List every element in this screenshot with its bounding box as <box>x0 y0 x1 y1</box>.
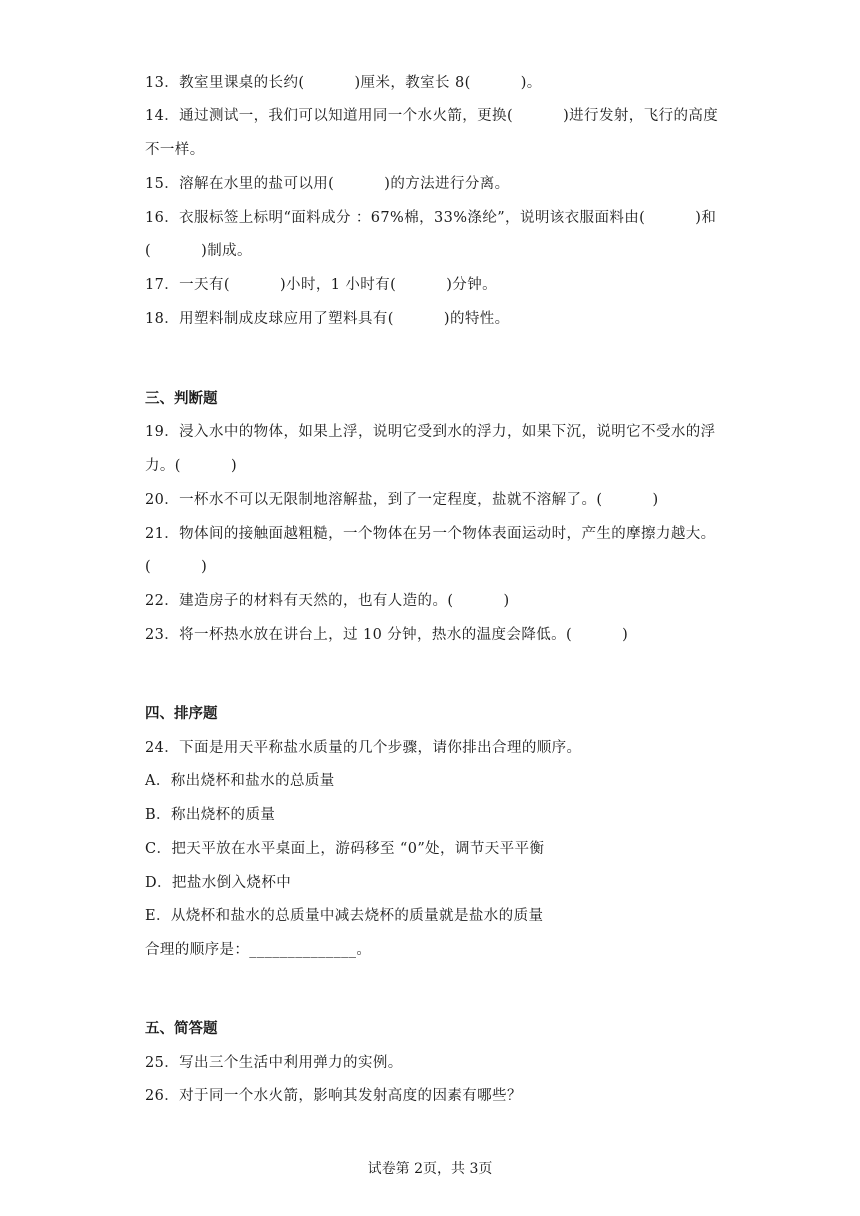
question-14-cont: 不一样。 <box>145 142 205 158</box>
question-15: 15．溶解在水里的盐可以用( )的方法进行分离。 <box>145 176 510 192</box>
question-16-cont: ( )制成。 <box>145 243 252 259</box>
option-c: C．把天平放在水平桌面上，游码移至 “0”处，调节天平平衡 <box>145 841 545 857</box>
question-19-cont: 力。( ) <box>145 458 238 474</box>
section-ordering-heading: 四、排序题 <box>145 705 218 722</box>
section-judgement-heading: 三、判断题 <box>145 390 218 407</box>
option-a: A．称出烧杯和盐水的总质量 <box>145 773 335 789</box>
question-13: 13．教室里课桌的长约( )厘米，教室长 8( )。 <box>145 75 542 91</box>
answer-order-blank: 合理的顺序是：______________。 <box>145 942 372 958</box>
question-14: 14．通过测试一，我们可以知道用同一个水火箭，更换( )进行发射，飞行的高度 <box>145 108 719 124</box>
question-21-cont: ( ) <box>145 559 208 575</box>
question-17: 17．一天有( )小时，1 小时有( )分钟。 <box>145 277 497 293</box>
question-23: 23．将一杯热水放在讲台上，过 10 分钟，热水的温度会降低。( ) <box>145 627 629 643</box>
question-21: 21．物体间的接触面越粗糙，一个物体在另一个物体表面运动时，产生的摩擦力越大。 <box>145 526 716 542</box>
question-22: 22．建造房子的材料有天然的，也有人造的。( ) <box>145 593 510 609</box>
question-26: 26．对于同一个水火箭，影响其发射高度的因素有哪些？ <box>145 1088 522 1104</box>
option-e: E．从烧杯和盐水的总质量中减去烧杯的质量就是盐水的质量 <box>145 908 544 924</box>
question-18: 18．用塑料制成皮球应用了塑料具有( )的特性。 <box>145 311 510 327</box>
option-b: B．称出烧杯的质量 <box>145 807 276 823</box>
option-d: D．把盐水倒入烧杯中 <box>145 875 292 891</box>
question-20: 20．一杯水不可以无限制地溶解盐，到了一定程度，盐就不溶解了。( ) <box>145 492 659 508</box>
question-24: 24．下面是用天平称盐水质量的几个步骤，请你排出合理的顺序。 <box>145 740 582 756</box>
page-footer: 试卷第 2页，共 3页 <box>367 1161 493 1177</box>
section-short-answer-heading: 五、简答题 <box>145 1020 218 1037</box>
question-16: 16．衣服标签上标明“面料成分 ：67%棉，33%涤纶”，说明该衣服面料由( )和 <box>145 210 717 226</box>
question-19: 19．浸入水中的物体，如果上浮，说明它受到水的浮力，如果下沉，说明它不受水的浮 <box>145 424 716 440</box>
question-25: 25．写出三个生活中利用弹力的实例。 <box>145 1055 403 1071</box>
